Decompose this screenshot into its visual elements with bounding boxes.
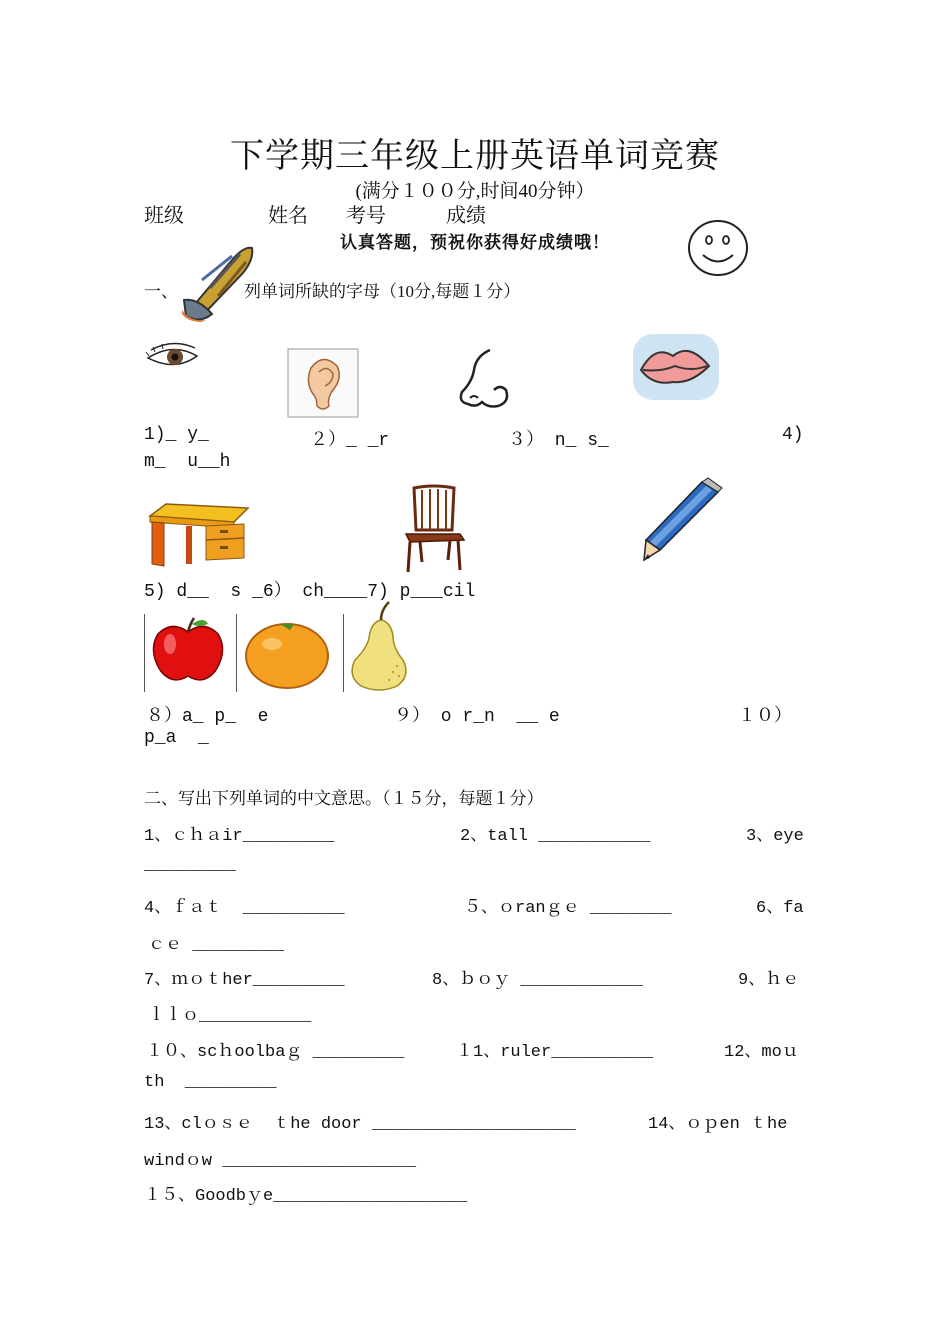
q8: ８）a_ p_ e	[146, 707, 269, 727]
s2-item-14-wrap: windｏw ___________________	[144, 1152, 417, 1171]
s2-item-12: 12、moｕ	[724, 1043, 799, 1062]
s2-item-12-wrap: th _________	[144, 1073, 277, 1092]
q4-number: 4)	[782, 425, 804, 445]
s2-item-11: １1、ruler__________	[456, 1043, 654, 1062]
feather-pen-icon	[180, 240, 260, 322]
eye-icon	[145, 340, 201, 372]
s2-item-4: 4、ｆａｔ __________	[144, 899, 345, 918]
class-label: 班级	[144, 205, 184, 227]
s2-item-3: 3、eye	[746, 827, 804, 846]
s2-item-2: 2、tall ___________	[460, 827, 651, 846]
pencil-icon	[638, 478, 724, 564]
ear-icon	[287, 348, 359, 418]
desk-icon	[146, 498, 252, 568]
section1-prefix: 一、	[144, 282, 178, 301]
q10-number: １０）	[738, 707, 792, 727]
nose-icon	[456, 348, 516, 412]
page-title: 下学期三年级上册英语单词竞赛	[230, 138, 720, 175]
q9: ９） o r_n __ e	[394, 707, 560, 727]
s2-item-13: 13、clｏｓｅ ｔhe door ____________________	[144, 1115, 576, 1134]
divider-left	[144, 614, 145, 692]
pear-icon	[345, 600, 415, 692]
score-label: 成绩	[446, 205, 486, 227]
q10: p_a _	[144, 728, 209, 748]
page-subtitle: (满分１００分,时间40分钟）	[355, 181, 595, 202]
divider-right	[343, 614, 344, 692]
slogan: 认真答题，预祝你获得好成绩哦！	[340, 233, 610, 252]
smiley-icon	[686, 218, 750, 278]
mouth-icon	[631, 330, 721, 402]
q3: ３） n_ s_	[508, 431, 609, 451]
s2-item-14: 14、ｏｐen ｔhe	[648, 1115, 788, 1134]
section1-heading: 列单词所缺的字母（10分,每题１分）	[244, 282, 521, 301]
s2-item-10: １０、scｈoolbaｇ _________	[146, 1043, 405, 1062]
s2-item-5: ５、ｏranｇｅ ________	[464, 899, 672, 918]
s2-item-7: 7、ｍｏｔher_________	[144, 971, 345, 990]
q2: ２）_ _r	[310, 431, 390, 451]
chair-icon	[400, 484, 466, 576]
s2-item-6: 6、fa	[756, 899, 804, 918]
s2-item-15: １５、Goodbｙe___________________	[144, 1187, 468, 1206]
q1: 1)_ y_	[144, 425, 209, 445]
q4: m_ u__h	[144, 452, 231, 472]
number-label: 考号	[346, 205, 386, 227]
s2-item-8: 8、ｂｏｙ ____________	[432, 971, 643, 990]
s2-item-6-wrap: ｃｅ _________	[148, 936, 285, 955]
s2-item-9: 9、ｈｅ	[738, 971, 800, 990]
section2-heading: 二、写出下列单词的中文意思。（１５分，每题１分）	[144, 789, 544, 808]
divider-mid	[236, 614, 237, 692]
apple-icon	[148, 616, 228, 686]
orange-icon	[242, 616, 332, 690]
s2-item-9-wrap: ｌｌｏ___________	[148, 1007, 312, 1026]
s2-item-3-blank: _________	[144, 856, 236, 875]
s2-item-1: 1、ｃｈａir_________	[144, 827, 335, 846]
q5-q7: 5) d__ s _6） ch____7) p___cil	[144, 582, 476, 602]
name-label: 姓名	[268, 205, 308, 227]
